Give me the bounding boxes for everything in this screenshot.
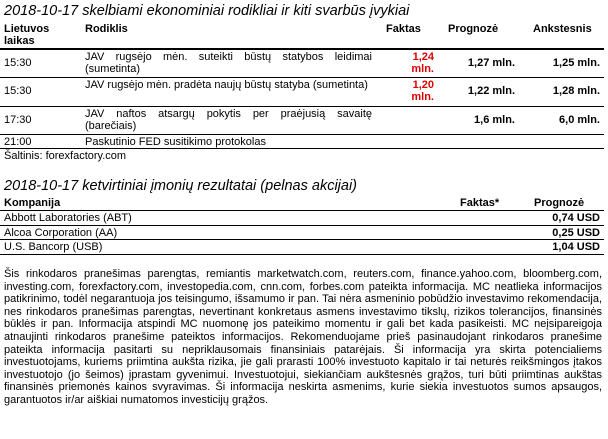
row1-previous: 1,25 mln. xyxy=(552,57,600,69)
header-time: Lietuvos laikas xyxy=(4,23,50,47)
row-divider xyxy=(0,239,604,240)
header-actual-eps: Faktas* xyxy=(460,197,500,209)
row-divider xyxy=(0,77,604,78)
row1-indicator: JAV rugsėjo mėn. suteikti būstų statybos leidimai (sumetinta) xyxy=(85,51,372,75)
row3-indicator: JAV naftos atsargų pokytis per praėjusią savaitę (barečiais) xyxy=(85,108,372,132)
company-row3-name: U.S. Bancorp (USB) xyxy=(4,241,103,253)
header-forecast: Prognozė xyxy=(448,23,499,35)
row4-indicator: Paskutinio FED susitikimo protokolas xyxy=(85,136,266,148)
row2-forecast: 1,22 mln. xyxy=(467,85,515,97)
row2-indicator: JAV rugsėjo mėn. pradėta naujų būstų statyba (sumetinta) xyxy=(85,79,368,91)
row2-previous: 1,28 mln. xyxy=(552,85,600,97)
row3-previous: 6,0 mln. xyxy=(559,114,600,126)
row2-actual: 1,20 mln. xyxy=(411,79,434,103)
header-company: Kompanija xyxy=(4,197,61,209)
row1-forecast: 1,27 mln. xyxy=(467,57,515,69)
header-divider xyxy=(0,48,604,50)
row-divider xyxy=(0,134,604,135)
row-divider xyxy=(0,106,604,107)
row4-time: 21:00 xyxy=(4,136,32,148)
row1-time: 15:30 xyxy=(4,57,32,69)
row-divider xyxy=(0,148,604,149)
header-divider xyxy=(0,210,604,211)
header-indicator: Rodiklis xyxy=(85,23,128,35)
section2-title: 2018-10-17 ketvirtiniai įmonių rezultatai (pelnas akcijai) xyxy=(4,178,358,194)
row2-time: 15:30 xyxy=(4,85,32,97)
row3-time: 17:30 xyxy=(4,114,32,126)
disclaimer-text: Šis rinkodaros pranešimas parengtas, remiantis marketwatch.com, reuters.com, finance.yahoo.com, bloomberg.com, investing.com, forexfactory.com, investopedia.com, cnn.com, forbes.com pateikta informacija. MC neatlieka informacijos patikrinimo, todėl negarantuoja jos teisingumo, išsamumo ir pan. Tai nėra asmeninio pobūdžio investavimo rekomendacija, nes rinkodaros pranešimas parengtas, nevertinant konkretaus asmens investavimo tikslų, rizikos tolerancijos, finansinės būklės ir pan. Informacija atspindi MC nuomonę jos pateikimo momentu ir gali bet kada pasikeisti. MC neįsipareigoja atnaujinti rinkodaros pranešime pateiktos informacijos. Rekomenduojame prieš pasinaudojant rinkodaros pranešime pateikta informacija pasitarti su nepriklausomais finansiniais patarėjais. Ši informacija yra skirta potencialiems investuotojams, kuriems priimtina aukšta rizika, jie gali prarasti 100% investuoto kapitalo ir tai neturės reikšmingos įtakos investuotojo (jo šeimos) įprastam gyvenimui. Investuotojui, siekiančiam aukštesnės grąžos, turi būti priimtinas aukštas finansinės priemonės kainos svyravimas. Ši informacija neskirta asmenims, kurie siekia investuotos sumos apsaugos, garantuotos ir/ar aiškiai numatomos investicijų grąžos. xyxy=(4,268,602,406)
header-previous: Ankstesnis xyxy=(533,23,592,35)
company-row1-name: Abbott Laboratories (ABT) xyxy=(4,212,132,224)
header-actual: Faktas xyxy=(386,23,421,35)
company-row1-forecast: 0,74 USD xyxy=(552,212,600,224)
row1-actual: 1,24 mln. xyxy=(411,51,434,75)
row-divider xyxy=(0,225,604,226)
company-row2-name: Alcoa Corporation (AA) xyxy=(4,227,118,239)
row-divider xyxy=(0,254,604,255)
section1-title: 2018-10-17 skelbiami ekonominiai rodikliai ir kiti svarbūs įvykiai xyxy=(4,3,410,19)
company-row3-forecast: 1,04 USD xyxy=(552,241,600,253)
source-note: Šaltinis: forexfactory.com xyxy=(4,150,127,162)
company-row2-forecast: 0,25 USD xyxy=(552,227,600,239)
header-forecast-eps: Prognozė xyxy=(534,197,585,209)
row3-forecast: 1,6 mln. xyxy=(474,114,515,126)
